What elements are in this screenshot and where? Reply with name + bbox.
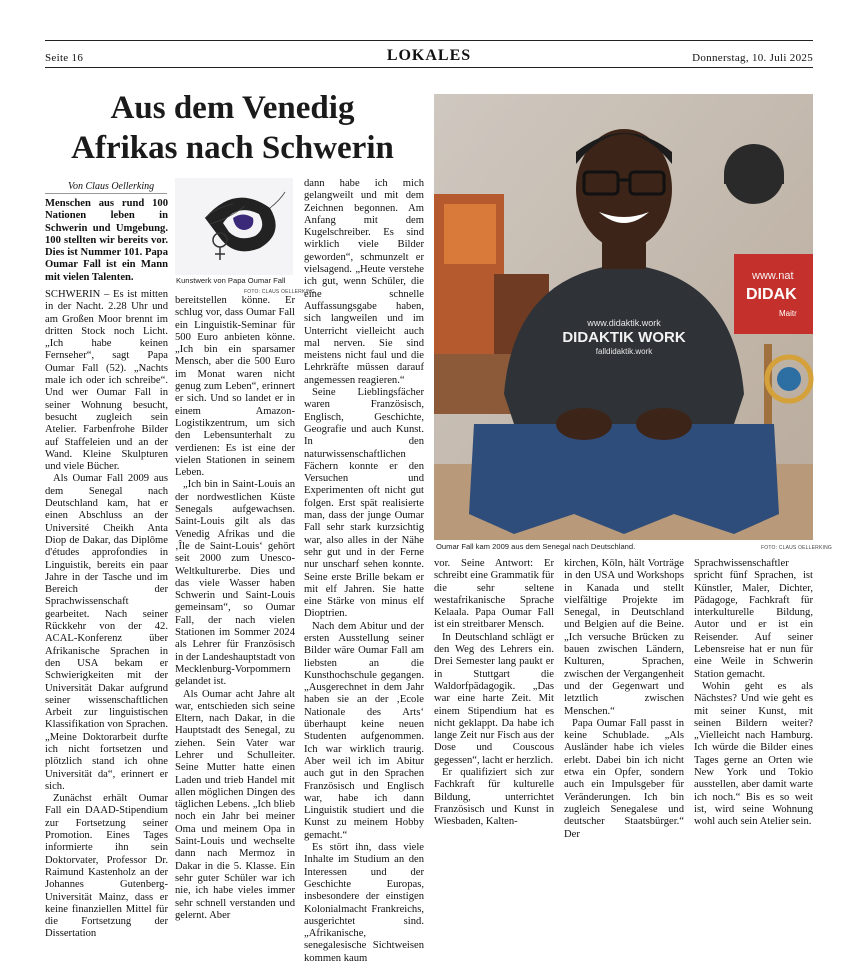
paragraph: „Ich bin in Saint-Louis an der nordwestlichen Küste Senegals aufgewachsen. Saint-Louis gilt als das Venedig Afrikas und die ‚Île de Saint-Louis‘ gehört seit 2000 zum Unesco-Weltkulturerbe. Dies und das viele Wasser haben Schwerin und Saint-Louis gemeinsam“, so Oumar Fall, der nach vielen Stationen im Sommer 2024 als Lehrer für Französisch in der Landeshauptstadt von Mecklenburg-Vorpommern gelandet ist. — [175, 479, 295, 688]
header-rule — [45, 67, 813, 68]
portrait-photo — [434, 94, 813, 540]
paragraph: kirchen, Köln, hält Vorträge in den USA und Workshops in Kanada und stellt vielfältige Projekte im Senegal, in Deutschland und Belgien auf die Beine. „Ich versuche Brücken zu bauen zwischen Ländern, Kulturen, Sprachen, zwischen der Vergangenheit und der Gegenwart und letztlich zwischen Menschen.“ — [564, 558, 684, 717]
paragraph: Er qualifiziert sich zur Fachkraft für kulturelle Bildung, unterrichtet Französisch und Kunst in Wiesbaden, Kalten- — [434, 767, 554, 828]
artwork-image — [175, 178, 293, 275]
issue-date: Donnerstag, 10. Juli 2025 — [692, 52, 813, 64]
paragraph: Als Oumar Fall 2009 aus dem Senegal nach Deutschland kam, hat er einen Abschluss an der Université Cheikh Anta Diop de Dakar, das Diplôme d'études approfondies in Linguistik, bereits ein paar Jahre in der Tasche und im Bereich der Sprachwissenschaft gearbeitet. Nach seiner Rückkehr von der 42. ACAL-Konferenz über Afrikanische Sprachen in den USA bekam er Schwierigkeiten mit der Universität Dakar aufgrund seiner wissenschaftlichen Arbeit zur linguistischen Klassifikation von Sprachen. „Meine Doktorarbeit durfte ich nicht fortsetzen und plötzlich stand ich ohne Universität da“, erinnert er sich. — [45, 473, 168, 792]
headline-line-2: Afrikas nach Schwerin — [71, 130, 394, 166]
section-title: LOKALES — [386, 47, 472, 64]
artwork-caption: Kunstwerk von Papa Oumar Fall — [176, 276, 286, 285]
photo-caption: Oumar Fall kam 2009 aus dem Senegal nach Deutschland. — [436, 542, 636, 551]
portrait-illustration — [434, 94, 813, 540]
paragraph: Es stört ihn, dass viele Inhalte im Studium an den Interessen und der Geschichte Europas, insbesondere der einstigen Kolonialmacht Frankreichs, ausgerichtet sind. „Afrikanische, senegalesische Sichtweisen kommen kaum — [304, 842, 424, 964]
artwork-credit: FOTO: CLAUS OELLERKING — [244, 289, 315, 295]
shirt-url-bottom: falldidaktik.work — [595, 347, 653, 356]
photo-credit: FOTO: CLAUS OELLERKING — [761, 545, 832, 551]
column-6 — [694, 558, 813, 828]
paragraph: Wohin geht es als Nächstes? Und wie geht es mit seiner Kunst, mit seinen Bildern weiter? „Vielleicht nach Hamburg. Ich würde die Bilder eines Tages gerne an Orten wie New York und Tokio ausstellen, aber damit warte ich noch.“ Bis es so weit ist, wird seine Wohnung wohl auch sein Atelier sein. — [694, 680, 813, 828]
sign-text-2: DIDAK — [746, 286, 797, 303]
column-1 — [45, 289, 168, 940]
column-3 — [304, 178, 424, 964]
column-2 — [175, 295, 295, 921]
paragraph: Papa Oumar Fall passt in keine Schublade. „Als Ausländer habe ich vieles erlebt. Dabei bin ich nicht etwa ein Opfer, sondern auch ein Impulsgeber für Veränderungen. Ich bin zugleich Senegalese und deutscher Staatsbürger.“ Der — [564, 717, 684, 840]
paragraph: Sprachwissenschaftler spricht fünf Sprachen, ist Künstler, Maler, Dichter, Pädagoge, Fachkraft für interkulturelle Bildung, Autor und er ist ein Reisender. Auf seiner Lebensreise hat er nun für eine Weile in Schwerin Station gemacht. — [694, 558, 813, 680]
byline: Von Claus Oellerking — [68, 181, 155, 192]
top-rule — [45, 40, 813, 41]
headline-line-1: Aus dem Venedig — [110, 90, 355, 126]
shirt-url-top: www.didaktik.work — [587, 318, 661, 328]
paragraph: SCHWERIN – Es ist mitten in der Nacht. 2.28 Uhr und am Großen Moor brennt im dritten Stock noch Licht. „Ich habe keinen Fernseher“, sagt Papa Oumar Fall (52). „Nachts male ich oder ich schreibe“. Und wer Oumar Fall in seiner Wohnung besucht, besucht zugleich sein Atelier. Farbenfrohe Bilder auf Staffeleien und an der Wand. Kleine Skulpturen und viele Bücher. — [45, 289, 168, 473]
paragraph: Als Oumar acht Jahre alt war, entschieden sich seine Eltern, nach Dakar, in die Hauptstadt des Senegal, zu ziehen. Sein Vater war Lehrer und Schulleiter. Seine Mutter hatte einen Laden und trieb Handel mit allen möglichen Dingen des täglichen Lebens. „Ich blieb noch ein Jahr bei meiner Oma und meinem Opa in Saint-Louis und wechselte dann nach Mermoz in Dakar in die 5. Klasse. Ein sehr guter Schüler war ich nie, ich habe vieles immer sehr schnell verstanden und gelernt. Aber — [175, 688, 295, 921]
lead-paragraph: Menschen aus rund 100 Nationen leben in Schwerin und Umgebung. 100 stellten wir bereits vor. Dies ist Nummer 101. Papa Oumar Fall ist ein Mann mit vielen Talenten. — [45, 198, 168, 283]
paragraph: bereitstellen könne. Er schlug vor, dass Oumar Fall ein Linguistik-Seminar für 500 Euro anbieten könne. „Ich bin ein sparsamer Mensch, aber die 500 Euro im Monat waren nicht genug zum Leben“, erinnert er sich. Und so landet er in einem Amazon-Logistikzentrum, um sich den Lebensunterhalt zu verdienen: Es ist eine der vielen Stationen in seinem Leben. — [175, 295, 295, 479]
paragraph: Seine Lieblingsfächer waren Französisch, Englisch, Geschichte, Geografie und auch Kunst. In den naturwissenschaftlichen Fächern konnte er den Versuchen und Experimenten oft nicht gut folgen. Erst spät realisierte man, dass der junge Oumar Fall sehr stark kurzsichtig war, also alles in der Nähe sehr gut und in der Ferne nur unscharf sehen konnte. Seine erste Brille bekam er mit elf Jahren. Sie hatte eine Stärke von minus elf Dioptrien. — [304, 387, 424, 620]
sign-text-3: Maitr — [779, 309, 797, 318]
paragraph: dann habe ich mich gelangweilt und mit dem Zeichnen begonnen. Am Anfang mit dem Kugelschreiber. Es sind wirklich viele Bilder geworden“, schmunzelt er vielsagend. „Heute verstehe ich gut, wenn Schüler, die eine schnelle Auffassungsgabe haben, sich langweilen und im Unterricht vielleicht auch mal nerven. Sie sind meistens nicht faul und die Lehrkräfte müssen darauf angemessen reagieren.“ — [304, 178, 424, 386]
headline — [45, 88, 420, 168]
column-4 — [434, 558, 554, 828]
column-5 — [564, 558, 684, 840]
artwork-drawing — [175, 178, 293, 275]
paragraph: vor. Seine Antwort: Er schreibt eine Grammatik für die sehr seltene westafrikanische Sprache Kelaala. Papa Oumar Fall ist ein streitbarer Mensch. — [434, 558, 554, 631]
sign-text-1: www.nat — [752, 270, 794, 282]
paragraph: Nach dem Abitur und der ersten Ausstellung seiner Bilder wäre Oumar Fall am liebsten an die Kunsthochschule gegangen. „Ausgerechnet in dem Jahr haben sie an der ‚Ecole Nationale des Arts‘ überhaupt keine neuen Studenten aufgenommen. Ich war wirklich traurig. Aber weil ich im Abitur auch gut in den Sprachen Französisch und Englisch war, habe ich dann Linguistik studiert und die Kunst zu meinem Hobby gemacht.“ — [304, 620, 424, 841]
shirt-brand: DIDAKTIK WORK — [562, 329, 686, 346]
paragraph: Zunächst erhält Oumar Fall ein DAAD-Stipendium zur Fortsetzung seiner Promotion. Eines Tages informierte ihn sein Doktorvater, Professor Dr. Raimund Kastenholz an der Johannes Gutenberg-Universität Mainz, dass er keine finanziellen Mittel für die Fortsetzung der Dissertation — [45, 793, 168, 940]
paragraph: In Deutschland schlägt er den Weg des Lehrers ein. Drei Semester lang paukt er in Stuttgart die Waldorfpädagogik. „Das war eine harte Zeit. Mit einem Stipendium hat es nicht geklappt. Da habe ich lange Zeit nur Fisch aus der Dose und Couscous gegessen“, lacht er herzlich. — [434, 631, 554, 766]
page-number: Seite 16 — [45, 52, 84, 64]
byline-rule — [45, 193, 167, 194]
